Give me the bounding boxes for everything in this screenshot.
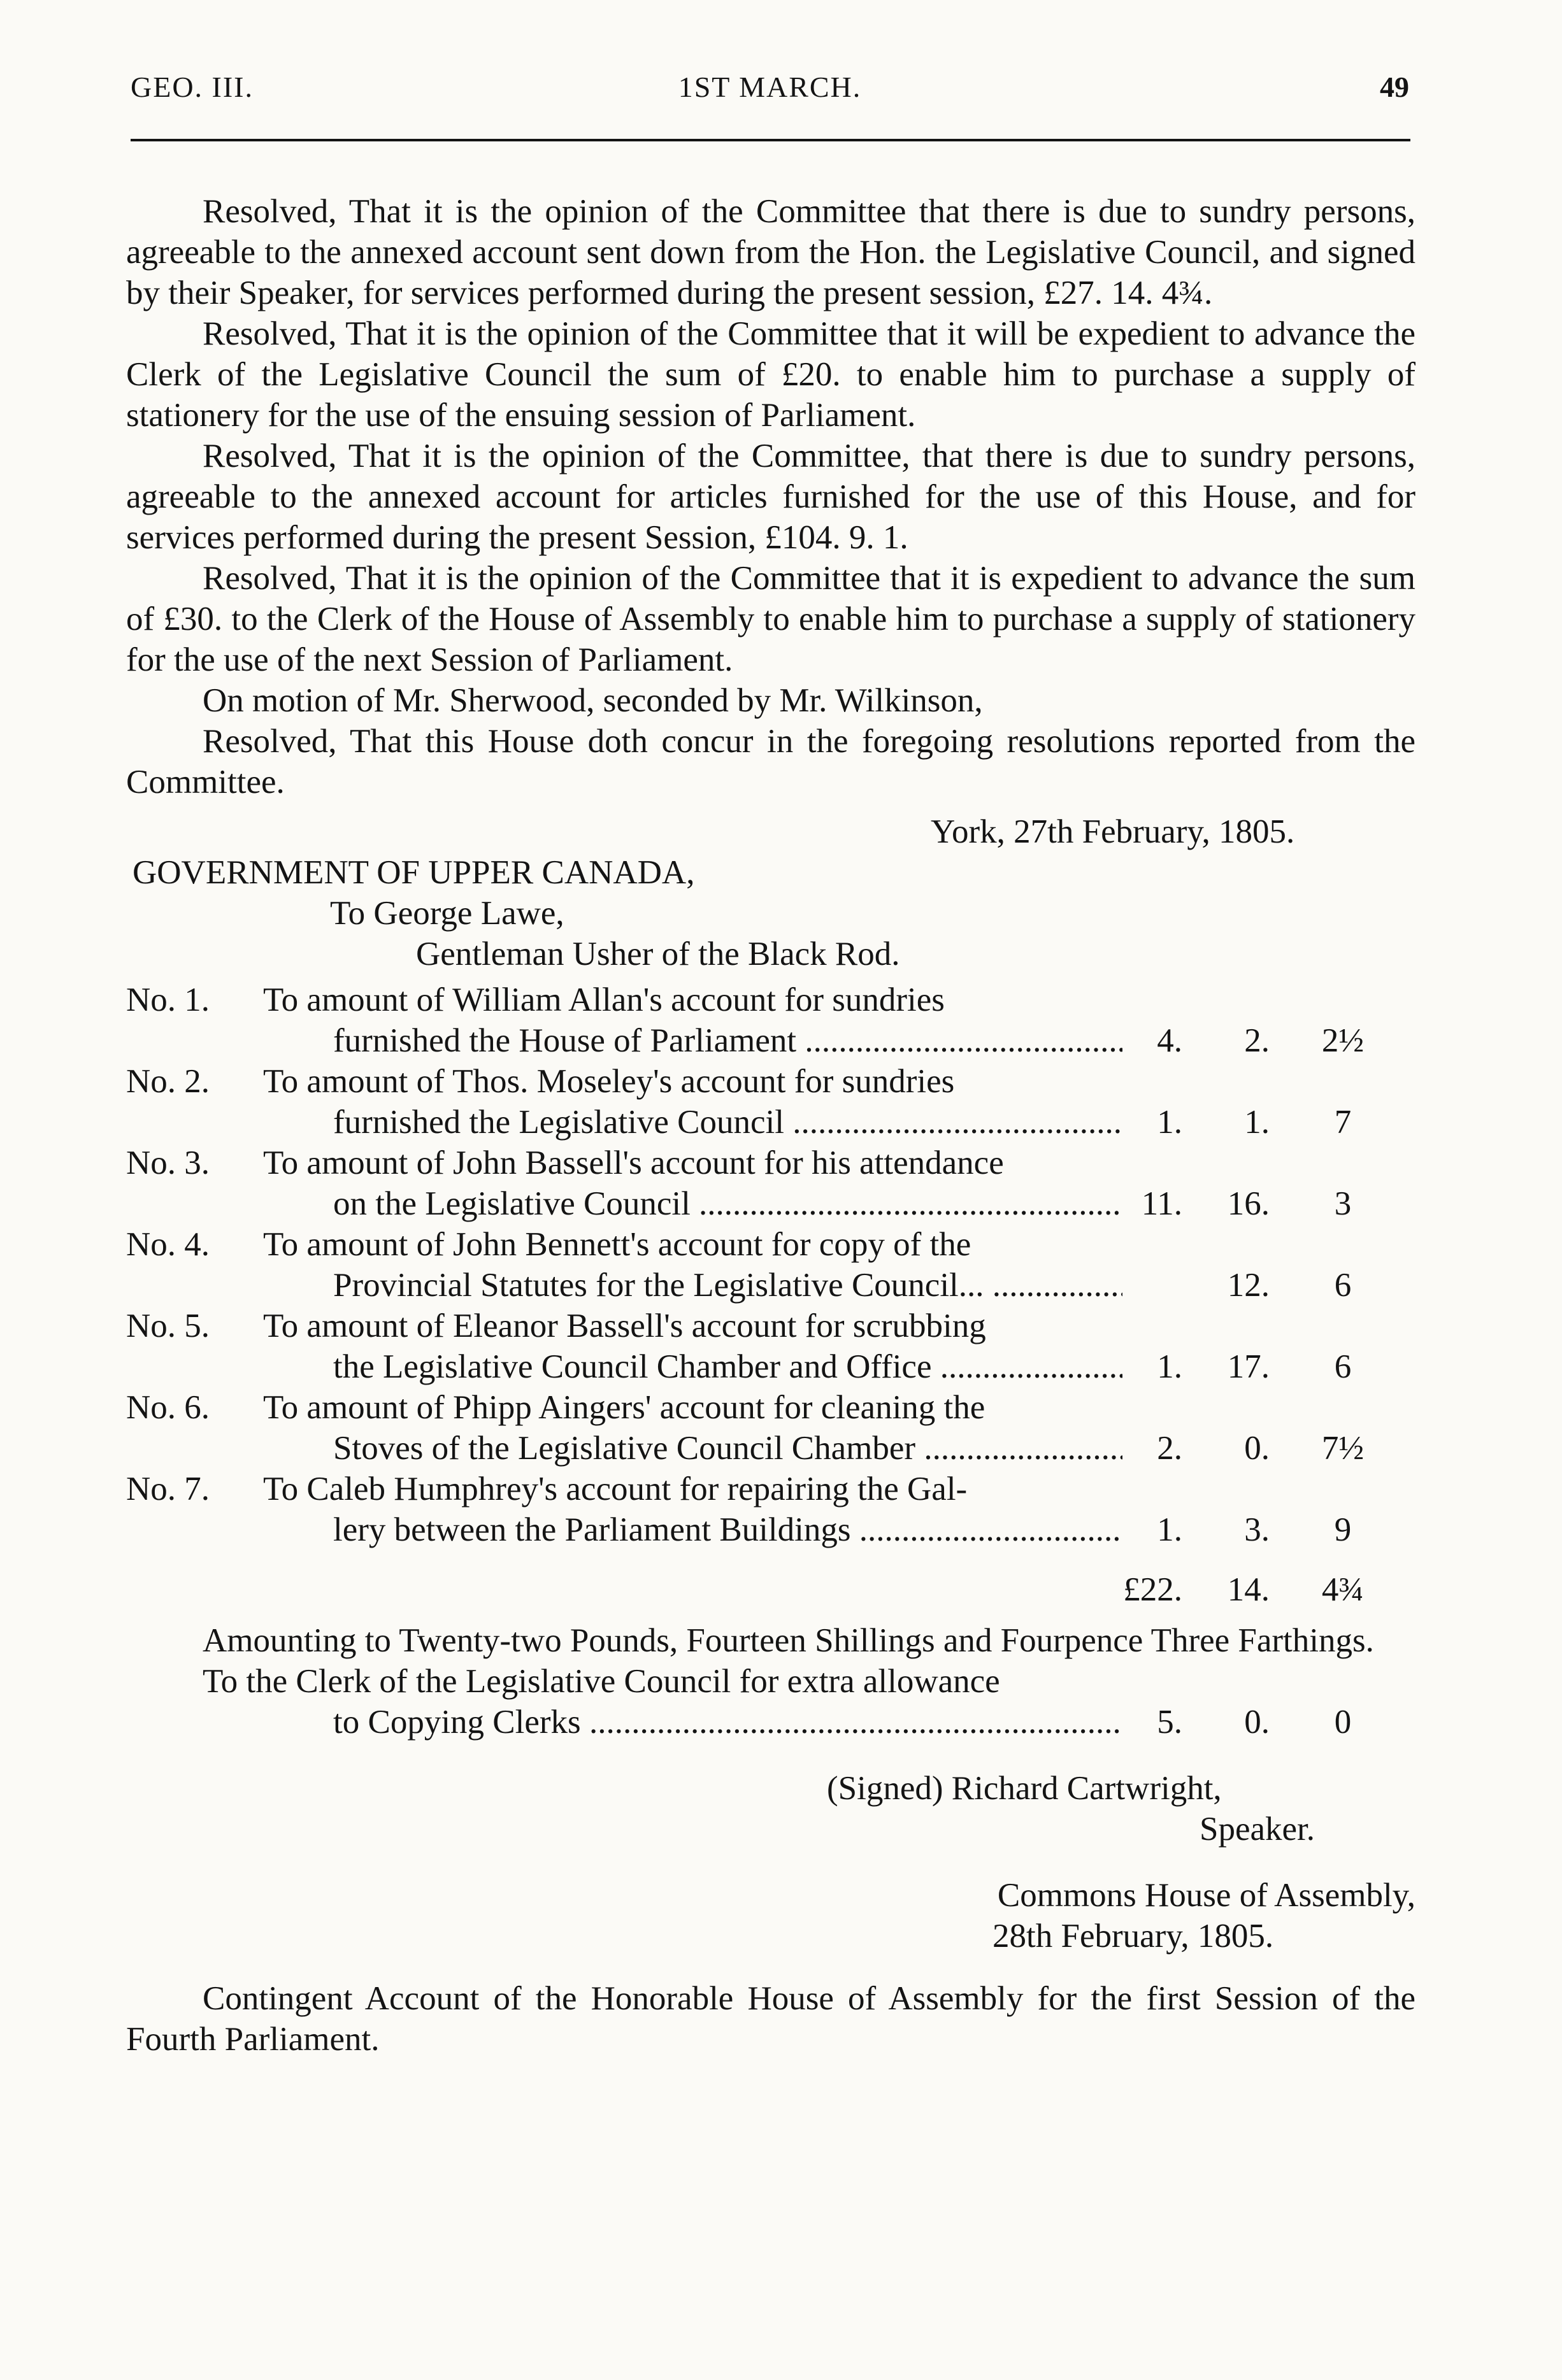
account-item xyxy=(126,1143,1415,1224)
item-pounds: 2. xyxy=(1157,1430,1182,1467)
item-description: To Caleb Humphrey's account for repairing the Gal- xyxy=(263,1471,968,1507)
resolution-paragraph: Resolved, That it is the opinion of the Committee that it is expedient to advance the sum of £30. to the Clerk of the House of Assembly to enable him to purchase a supply of stationery for the use of the next Session of Parliament. xyxy=(126,560,1415,678)
account-total-row xyxy=(126,1550,1415,1620)
item-description: To amount of Eleanor Bassell's account for scrubbing xyxy=(263,1308,986,1344)
item-shillings: 0. xyxy=(1244,1430,1270,1467)
allowance-description-cont: to Copying Clerks ..... xyxy=(333,1702,1122,1742)
signature-row xyxy=(126,1768,1415,1809)
allowance-pounds: 5. xyxy=(1157,1704,1182,1741)
item-pence: 2½ xyxy=(1321,1022,1365,1059)
account-heading: GOVERNMENT OF UPPER CANADA, xyxy=(133,854,695,891)
item-shillings: 2. xyxy=(1244,1022,1270,1059)
closing-date: 28th February, 1805. xyxy=(992,1918,1274,1955)
account-item xyxy=(126,1224,1415,1306)
resolution-paragraph: Resolved, That this House doth concur in the foregoing resolutions reported from the Committee. xyxy=(126,723,1415,801)
item-description-cont: Stoves of the Legislative Council Chamber ..... xyxy=(333,1428,1122,1469)
item-description-cont: furnished the House of Parliament ..... xyxy=(333,1020,1122,1061)
item-description-cont: furnished the Legislative Council ..... xyxy=(333,1102,1122,1143)
account-item xyxy=(126,980,1415,1061)
item-pence: 6 xyxy=(1334,1348,1352,1385)
closing-paragraph: Contingent Account of the Honorable House of Assembly for the first Session of the Fourth Parliament. xyxy=(126,1980,1415,2058)
item-description: To amount of John Bassell's account for his attendance xyxy=(263,1144,1004,1181)
place-row xyxy=(126,1875,1415,1916)
total-pounds: £22. xyxy=(1123,1571,1182,1608)
motion-paragraph: On motion of Mr. Sherwood, seconded by Mr. Wilkinson, xyxy=(203,682,983,719)
item-description: To amount of Thos. Moseley's account for sundries xyxy=(263,1063,955,1100)
dateline-row xyxy=(126,811,1415,852)
item-number: No. 5. xyxy=(126,1308,210,1344)
addressee: To George Lawe, xyxy=(330,895,564,932)
resolution-paragraph: Resolved, That it is the opinion of the Committee, that there is due to sundry persons, agreeable to the annexed account for articles furnished for the use of this House, and for services performed during the present Session, £104. 9. 1. xyxy=(126,438,1415,556)
item-pounds: 11. xyxy=(1141,1185,1182,1222)
item-description-cont: on the Legislative Council ..... xyxy=(333,1183,1122,1224)
account-item xyxy=(126,1061,1415,1143)
running-header xyxy=(131,70,1409,121)
amount-in-words: Amounting to Twenty-two Pounds, Fourteen Shillings and Fourpence Three Farthings. xyxy=(203,1622,1374,1659)
page-body xyxy=(126,191,1415,2060)
header-reign: GEO. III. xyxy=(131,71,254,103)
item-number: No. 6. xyxy=(126,1389,210,1426)
item-number: No. 2. xyxy=(126,1063,210,1100)
signer-title-row xyxy=(126,1809,1415,1849)
item-pence: 6 xyxy=(1334,1267,1352,1304)
addressee-title-row xyxy=(126,934,1415,974)
addressee-row xyxy=(126,893,1415,934)
item-number: No. 4. xyxy=(126,1226,210,1263)
signer-title: Speaker. xyxy=(1200,1811,1315,1848)
account-item xyxy=(126,1306,1415,1387)
header-rule xyxy=(131,139,1410,141)
page-number: 49 xyxy=(1380,71,1409,103)
item-description: To amount of William Allan's account for sundries xyxy=(263,981,945,1018)
item-shillings: 3. xyxy=(1244,1511,1270,1548)
item-pence: 3 xyxy=(1334,1185,1352,1222)
item-pence: 7½ xyxy=(1321,1430,1365,1467)
item-number: No. 7. xyxy=(126,1471,210,1507)
allowance-description: To the Clerk of the Legislative Council for extra allowance xyxy=(203,1663,1000,1700)
resolution-paragraph: Resolved, That it is the opinion of the Committee that there is due to sundry persons, agreeable to the annexed account sent down from the Hon. the Legislative Council, and signed by their Speaker, for services performed during the present session, £27. 14. 4¾. xyxy=(126,193,1415,311)
dateline: York, 27th February, 1805. xyxy=(931,813,1295,850)
item-pounds: 1. xyxy=(1157,1104,1182,1141)
item-description: To amount of Phipp Aingers' account for cleaning the xyxy=(263,1389,985,1426)
allowance-shillings: 0. xyxy=(1244,1704,1270,1741)
item-pounds: 1. xyxy=(1157,1348,1182,1385)
item-number: No. 1. xyxy=(126,981,210,1018)
item-number: No. 3. xyxy=(126,1144,210,1181)
item-description-cont: the Legislative Council Chamber and Office ..... xyxy=(333,1346,1122,1387)
closing-date-row xyxy=(126,1916,1415,1956)
item-shillings: 12. xyxy=(1227,1267,1270,1304)
item-pence: 7 xyxy=(1334,1104,1352,1141)
item-description: To amount of John Bennett's account for copy of the xyxy=(263,1226,971,1263)
account-table xyxy=(126,980,1415,1620)
addressee-title: Gentleman Usher of the Black Rod. xyxy=(416,936,900,973)
resolution-paragraph: Resolved, That it is the opinion of the Committee that it will be expedient to advance the Clerk of the Legislative Council the sum of £20. to enable him to purchase a supply of stationery for the use of the ensuing session of Parliament. xyxy=(126,315,1415,434)
account-heading-row xyxy=(126,852,1415,893)
item-pounds: 1. xyxy=(1157,1511,1182,1548)
signature: (Signed) Richard Cartwright, xyxy=(827,1770,1222,1807)
header-date: 1ST MARCH. xyxy=(678,71,862,103)
account-item xyxy=(126,1387,1415,1469)
item-shillings: 17. xyxy=(1227,1348,1270,1385)
item-pounds: 4. xyxy=(1157,1022,1182,1059)
total-pence: 4¾ xyxy=(1321,1571,1365,1608)
item-description-cont: lery between the Parliament Buildings ..... xyxy=(333,1509,1122,1550)
item-shillings: 1. xyxy=(1244,1104,1270,1141)
closing-place: Commons House of Assembly, xyxy=(997,1877,1415,1914)
account-item xyxy=(126,1469,1415,1550)
item-pence: 9 xyxy=(1334,1511,1352,1548)
item-shillings: 16. xyxy=(1227,1185,1270,1222)
allowance-item xyxy=(126,1661,1415,1742)
allowance-pence: 0 xyxy=(1334,1704,1352,1741)
total-shillings: 14. xyxy=(1227,1571,1270,1608)
item-description-cont: Provincial Statutes for the Legislative Council... ..... xyxy=(333,1265,1122,1306)
